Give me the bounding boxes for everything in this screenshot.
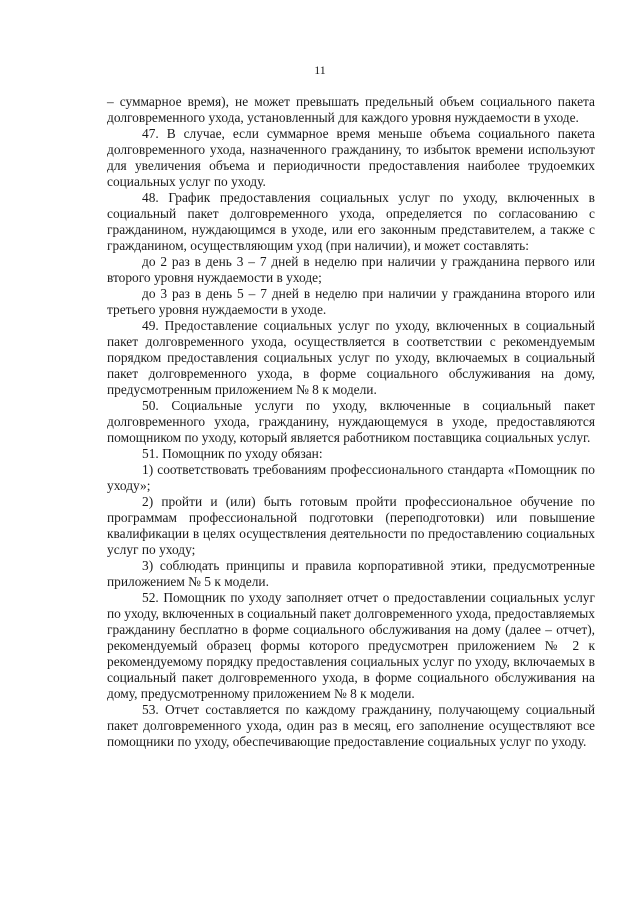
paragraph-50: 50. Социальные услуги по уходу, включенные в социальный пакет долговременного ухода, гражданину, нуждающемуся в уходе, предоставляются помощником по уходу, который является работником поставщика социальных услуг. [107,398,595,445]
paragraph-51: 51. Помощник по уходу обязан: [142,446,323,461]
paragraph-47: 47. В случае, если суммарное время меньше объема социального пакета долговременного ухода, назначенного гражданину, то избыток времени используют для увеличения объема и периодичности предоставления наиболее трудоемких социальных услуг по уходу. [107,126,595,189]
page-number: 11 [314,63,326,77]
paragraph-continuation: – суммарное время), не может превышать предельный объем социального пакета долговременного ухода, установленный для каждого уровня нуждаемости в уходе. [107,94,595,125]
paragraph-53: 53. Отчет составляется по каждому гражданину, получающему социальный пакет долговременного ухода, один раз в месяц, его заполнение осуществляют все помощники по уходу, обеспечивающие предоставление социальных услуг по уходу. [107,702,595,749]
paragraph-51-item-3: 3) соблюдать принципы и правила корпоративной этики, предусмотренные приложением № 5 к модели. [107,558,595,589]
paragraph-48-option-1: до 2 раз в день 3 – 7 дней в неделю при наличии у гражданина первого или второго уровня нуждаемости в уходе; [107,254,595,285]
paragraph-48-option-2: до 3 раз в день 5 – 7 дней в неделю при наличии у гражданина второго или третьего уровня нуждаемости в уходе. [107,286,595,317]
paragraph-52: 52. Помощник по уходу заполняет отчет о предоставлении социальных услуг по уходу, включенных в социальный пакет долговременного ухода, предоставляемых гражданину бесплатно в форме социального обслуживания на дому (далее – отчет), рекомендуемый образец формы которого предусмотрен приложением № 2 к рекомендуемому порядку предоставления социальных услуг по уходу, включаемых в социальный пакет долговременного ухода, в форме социального обслуживания на дому, предусмотренному приложением № 8 к модели. [107,590,595,701]
paragraph-51-item-2: 2) пройти и (или) быть готовым пройти профессиональное обучение по программам профессиональной подготовки (переподготовки) или повышение квалификации в целях осуществления деятельности по предоставлению социальных услуг по уходу; [107,494,595,557]
document-body [107,94,595,750]
paragraph-48: 48. График предоставления социальных услуг по уходу, включенных в социальный пакет долговременного ухода, определяется по согласованию с гражданином, нуждающимся в уходе, или его законным представителем, а также с гражданином, осуществляющим уход (при наличии), и может составлять: [107,190,595,253]
paragraph-51-item-1: 1) соответствовать требованиям профессионального стандарта «Помощник по уходу»; [107,462,595,493]
paragraph-49: 49. Предоставление социальных услуг по уходу, включенных в социальный пакет долговременного ухода, осуществляется в соответствии с рекомендуемым порядком предоставления социальных услуг по уходу, включаемых в социальный пакет долговременного ухода, в форме социального обслуживания на дому, предусмотренным приложением № 8 к модели. [107,318,595,397]
